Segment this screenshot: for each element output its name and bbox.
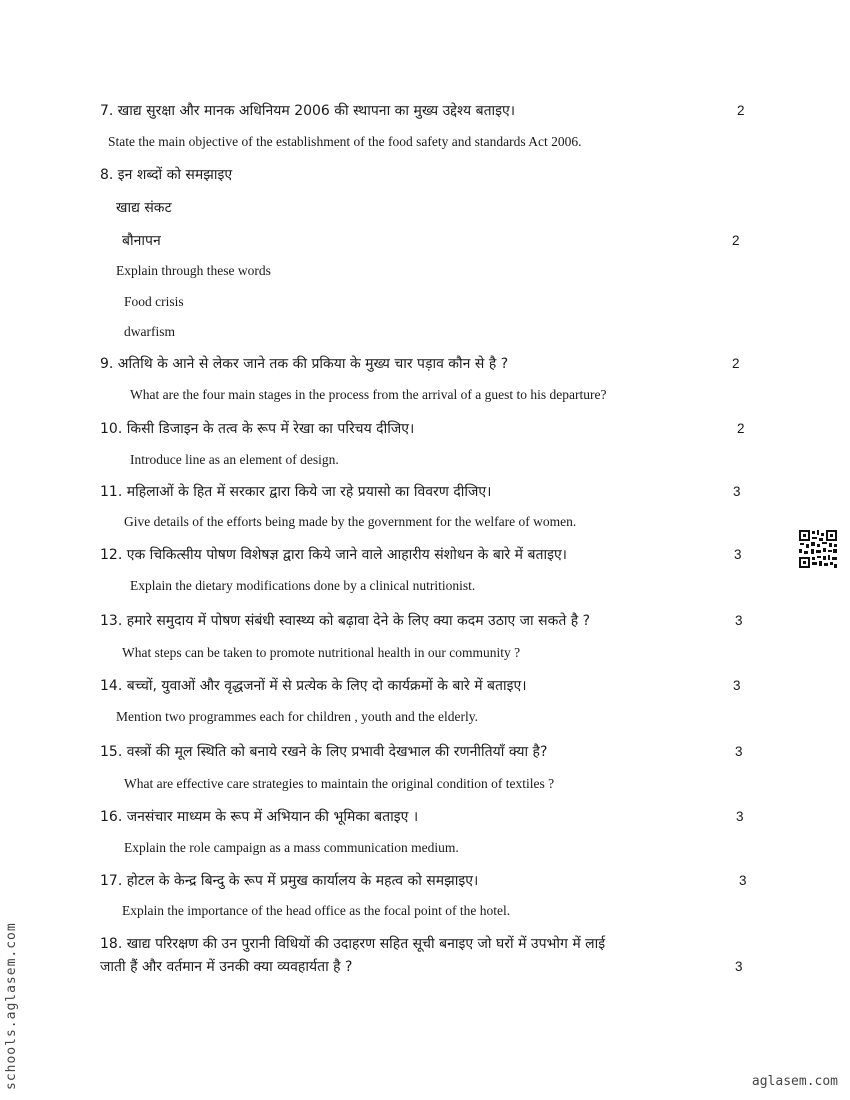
question-8-term-1-hindi: खाद्य संकट — [116, 200, 172, 216]
question-16-marks: 3 — [736, 809, 744, 824]
question-15-marks: 3 — [735, 744, 743, 759]
question-18-hindi: 18. खाद्य परिरक्षण की उन पुरानी विधियों की उदाहरण सहित सूची बनाइए जो घरों में उपभोग में लाई — [100, 936, 606, 952]
question-8-english: Explain through these words — [116, 263, 271, 278]
question-18-hindi-line-2: जाती हैं और वर्तमान में उनकी क्या व्यवहार्यता है ? — [100, 959, 353, 975]
question-8-term-2-english: dwarfism — [124, 324, 175, 339]
footer-watermark: aglasem.com — [751, 1074, 838, 1089]
question-9-hindi: 9. अतिथि के आने से लेकर जाने तक की प्रकिया के मुख्य चार पड़ाव कौन से है ? — [100, 356, 509, 372]
question-16-hindi: 16. जनसंचार माध्यम के रूप में अभियान की भूमिका बताइए । — [100, 809, 419, 825]
question-15-english: What are effective care strategies to maintain the original condition of textiles ? — [124, 776, 555, 791]
question-8-term-1-english: Food crisis — [124, 294, 184, 309]
question-17-marks: 3 — [739, 873, 747, 888]
question-7-english: State the main objective of the establishment of the food safety and standards Act 2006. — [108, 134, 582, 149]
question-11-marks: 3 — [733, 484, 741, 499]
question-13-hindi: 13. हमारे समुदाय में पोषण संबंधी स्वास्थ्य को बढ़ावा देने के लिए क्या कदम उठाए जा सकते है ? — [100, 613, 591, 629]
question-10-english: Introduce line as an element of design. — [130, 452, 339, 467]
qr-code-icon — [798, 529, 838, 569]
question-7-marks: 2 — [737, 103, 745, 118]
question-8-marks: 2 — [732, 233, 740, 248]
question-11-hindi: 11. महिलाओं के हित में सरकार द्वारा किये जा रहे प्रयासो का विवरण दीजिए। — [100, 484, 492, 500]
question-10-marks: 2 — [737, 421, 745, 436]
question-16-english: Explain the role campaign as a mass communication medium. — [124, 840, 459, 855]
question-7-hindi: 7. खाद्य सुरक्षा और मानक अधिनियम 2006 की स्थापना का मुख्य उद्देश्य बताइए। — [100, 103, 516, 119]
question-17-english: Explain the importance of the head office as the focal point of the hotel. — [122, 903, 511, 918]
question-14-english: Mention two programmes each for children , youth and the elderly. — [116, 709, 479, 724]
question-14-hindi: 14. बच्चों, युवाओं और वृद्धजनों में से प्रत्येक के लिए दो कार्यक्रमों के बारे में बताइए। — [100, 678, 527, 694]
question-13-english: What steps can be taken to promote nutritional health in our community ? — [122, 645, 521, 660]
question-8-term-2-hindi: बौनापन — [122, 233, 161, 249]
question-11-english: Give details of the efforts being made by the government for the welfare of women. — [124, 514, 577, 529]
question-18-marks: 3 — [735, 959, 743, 974]
question-12-english: Explain the dietary modifications done by a clinical nutritionist. — [130, 578, 476, 593]
question-12-marks: 3 — [734, 547, 742, 562]
question-13-marks: 3 — [735, 613, 743, 628]
side-watermark: schools.aglasem.com — [4, 922, 19, 1090]
question-9-english: What are the four main stages in the process from the arrival of a guest to his departure? — [130, 387, 607, 402]
question-15-hindi: 15. वस्त्रों की मूल स्थिति को बनाये रखने के लिए प्रभावी देखभाल की रणनीतियॉं क्या है? — [100, 744, 548, 760]
question-14-marks: 3 — [733, 678, 741, 693]
question-10-hindi: 10. किसी डिजाइन के तत्व के रूप में रेखा का परिचय दीजिए। — [100, 421, 415, 437]
question-9-marks: 2 — [732, 356, 740, 371]
question-17-hindi: 17. होटल के केन्द्र बिन्दु के रूप में प्रमुख कार्यालय के महत्व को समझाइए। — [100, 873, 479, 889]
question-12-hindi: 12. एक चिकित्सीय पोषण विशेषज्ञ द्वारा किये जाने वाले आहारीय संशोधन के बारे में बताइए। — [100, 547, 567, 563]
question-8-hindi: 8. इन शब्दों को समझाइए — [100, 167, 233, 183]
